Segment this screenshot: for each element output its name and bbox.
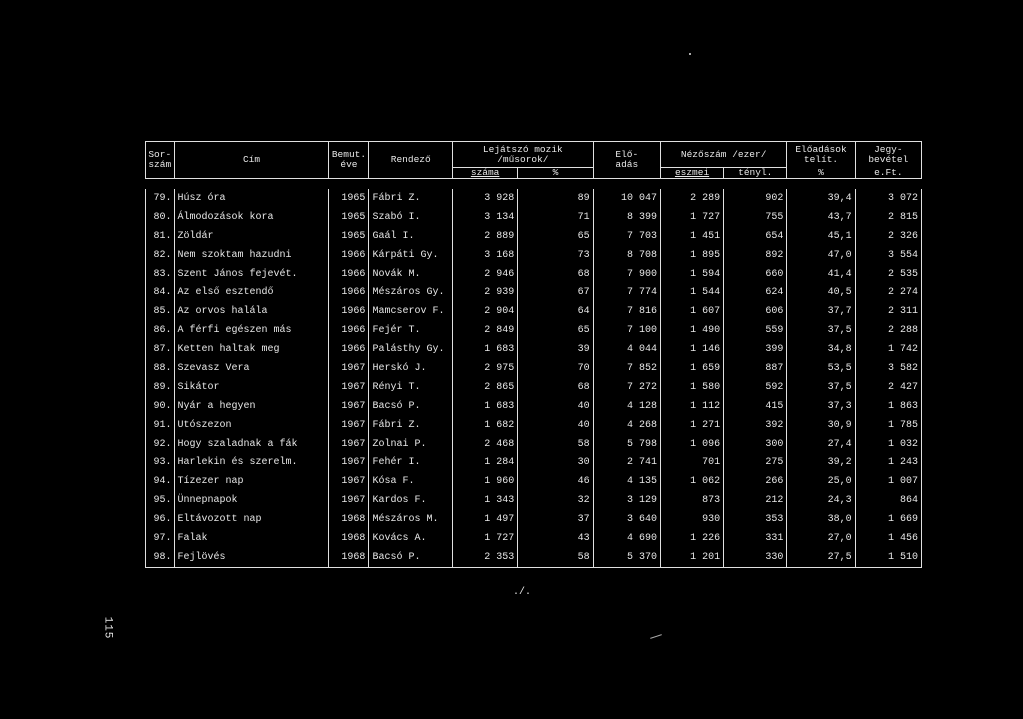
row-number-cell: 82. (146, 246, 175, 265)
screenings-cell: 7 703 (593, 227, 660, 246)
screenings-cell: 4 690 (593, 529, 660, 548)
table-row (146, 208, 922, 227)
director-cell: Herskó J. (369, 359, 453, 378)
film-title-cell: Szevasz Vera (174, 359, 329, 378)
film-title-cell: Fejlövés (174, 548, 329, 567)
viewers-actual-cell: 755 (724, 208, 787, 227)
cinemas-count-cell: 3 168 (453, 246, 518, 265)
occupancy-percent-cell: 38,0 (787, 510, 855, 529)
director-cell: Gaál I. (369, 227, 453, 246)
screenings-cell: 4 135 (593, 472, 660, 491)
film-title-cell: Utószezon (174, 416, 329, 435)
ticket-revenue-cell: 3 072 (855, 189, 921, 208)
premiere-year-cell: 1968 (329, 548, 369, 567)
row-number-cell: 79. (146, 189, 175, 208)
table-row (146, 302, 922, 321)
viewers-actual-cell: 624 (724, 283, 787, 302)
ticket-revenue-cell: 2 274 (855, 283, 921, 302)
film-title-cell: Álmodozások kora (174, 208, 329, 227)
table-row (146, 453, 922, 472)
occupancy-percent-cell: 27,5 (787, 548, 855, 567)
cinemas-percent-cell: 89 (518, 189, 593, 208)
viewers-actual-cell: 415 (724, 397, 787, 416)
premiere-year-cell: 1965 (329, 208, 369, 227)
ticket-revenue-cell: 1 510 (855, 548, 921, 567)
table-row (146, 472, 922, 491)
film-title-cell: Zöldár (174, 227, 329, 246)
ticket-revenue-cell: 1 032 (855, 435, 921, 454)
row-number-cell: 94. (146, 472, 175, 491)
screenings-cell: 5 798 (593, 435, 660, 454)
screenings-cell: 2 741 (593, 453, 660, 472)
premiere-year-cell: 1967 (329, 472, 369, 491)
cinemas-percent-cell: 70 (518, 359, 593, 378)
viewers-nominal-cell: 1 201 (660, 548, 723, 567)
viewers-nominal-cell: 1 451 (660, 227, 723, 246)
viewers-nominal-cell: 1 607 (660, 302, 723, 321)
cinemas-percent-cell: 40 (518, 416, 593, 435)
screenings-cell: 5 370 (593, 548, 660, 567)
viewers-nominal-cell: 1 490 (660, 321, 723, 340)
viewers-nominal-cell: 1 146 (660, 340, 723, 359)
cinemas-percent-cell: 37 (518, 510, 593, 529)
cinemas-count-cell: 2 946 (453, 265, 518, 284)
premiere-year-cell: 1967 (329, 416, 369, 435)
occupancy-percent-cell: 45,1 (787, 227, 855, 246)
table-row (146, 397, 922, 416)
premiere-year-cell: 1966 (329, 246, 369, 265)
film-statistics-table (145, 141, 922, 568)
row-number-cell: 86. (146, 321, 175, 340)
screenings-cell: 7 774 (593, 283, 660, 302)
cinemas-count-cell: 2 939 (453, 283, 518, 302)
ticket-revenue-cell: 2 815 (855, 208, 921, 227)
premiere-year-cell: 1967 (329, 491, 369, 510)
viewers-nominal-cell: 1 112 (660, 397, 723, 416)
viewers-actual-cell: 212 (724, 491, 787, 510)
viewers-actual-cell: 902 (724, 189, 787, 208)
cinemas-count-cell: 2 889 (453, 227, 518, 246)
ticket-revenue-cell: 1 785 (855, 416, 921, 435)
screenings-cell: 7 900 (593, 265, 660, 284)
director-cell: Bacsó P. (369, 397, 453, 416)
viewers-actual-cell: 606 (724, 302, 787, 321)
header-jegybevetel: Jegy- bevétel (855, 142, 921, 168)
film-title-cell: Az első esztendő (174, 283, 329, 302)
viewers-actual-cell: 266 (724, 472, 787, 491)
director-cell: Mészáros Gy. (369, 283, 453, 302)
ticket-revenue-cell: 2 311 (855, 302, 921, 321)
premiere-year-cell: 1967 (329, 453, 369, 472)
premiere-year-cell: 1965 (329, 189, 369, 208)
ticket-revenue-cell: 2 427 (855, 378, 921, 397)
film-title-cell: Eltávozott nap (174, 510, 329, 529)
director-cell: Fábri Z. (369, 189, 453, 208)
occupancy-percent-cell: 43,7 (787, 208, 855, 227)
occupancy-percent-cell: 24,3 (787, 491, 855, 510)
header-eloadas: Elő- adás (593, 142, 660, 179)
viewers-nominal-cell: 1 594 (660, 265, 723, 284)
cinemas-percent-cell: 58 (518, 435, 593, 454)
row-number-cell: 83. (146, 265, 175, 284)
premiere-year-cell: 1967 (329, 397, 369, 416)
continuation-mark: ./. (513, 587, 532, 598)
cinemas-percent-cell: 65 (518, 227, 593, 246)
screenings-cell: 7 272 (593, 378, 660, 397)
cinemas-count-cell: 1 497 (453, 510, 518, 529)
director-cell: Novák M. (369, 265, 453, 284)
ticket-revenue-cell: 1 669 (855, 510, 921, 529)
premiere-year-cell: 1967 (329, 435, 369, 454)
viewers-actual-cell: 399 (724, 340, 787, 359)
director-cell: Kósa F. (369, 472, 453, 491)
occupancy-percent-cell: 30,9 (787, 416, 855, 435)
row-number-cell: 93. (146, 453, 175, 472)
header-cim: Cím (174, 142, 329, 179)
viewers-nominal-cell: 1 727 (660, 208, 723, 227)
occupancy-percent-cell: 37,7 (787, 302, 855, 321)
row-number-cell: 81. (146, 227, 175, 246)
table-row (146, 246, 922, 265)
cinemas-count-cell: 2 468 (453, 435, 518, 454)
cinemas-percent-cell: 68 (518, 265, 593, 284)
cinemas-count-cell: 1 683 (453, 397, 518, 416)
director-cell: Kárpáti Gy. (369, 246, 453, 265)
film-title-cell: Szent János fejevét. (174, 265, 329, 284)
table-row (146, 321, 922, 340)
screenings-cell: 8 399 (593, 208, 660, 227)
cinemas-percent-cell: 73 (518, 246, 593, 265)
screenings-cell: 3 640 (593, 510, 660, 529)
film-title-cell: Falak (174, 529, 329, 548)
director-cell: Fábri Z. (369, 416, 453, 435)
occupancy-percent-cell: 53,5 (787, 359, 855, 378)
cinemas-percent-cell: 39 (518, 340, 593, 359)
director-cell: Bacsó P. (369, 548, 453, 567)
premiere-year-cell: 1965 (329, 227, 369, 246)
cinemas-count-cell: 2 975 (453, 359, 518, 378)
viewers-actual-cell: 392 (724, 416, 787, 435)
director-cell: Mamcserov F. (369, 302, 453, 321)
row-number-cell: 88. (146, 359, 175, 378)
cinemas-count-cell: 3 134 (453, 208, 518, 227)
director-cell: Rényi T. (369, 378, 453, 397)
ticket-revenue-cell: 1 863 (855, 397, 921, 416)
director-cell: Fehér I. (369, 453, 453, 472)
screenings-cell: 7 852 (593, 359, 660, 378)
viewers-actual-cell: 275 (724, 453, 787, 472)
cinemas-percent-cell: 67 (518, 283, 593, 302)
film-title-cell: Tízezer nap (174, 472, 329, 491)
occupancy-percent-cell: 39,2 (787, 453, 855, 472)
premiere-year-cell: 1966 (329, 283, 369, 302)
row-number-cell: 91. (146, 416, 175, 435)
table-row (146, 491, 922, 510)
row-number-cell: 97. (146, 529, 175, 548)
row-number-cell: 85. (146, 302, 175, 321)
table-row (146, 359, 922, 378)
ticket-revenue-cell: 1 243 (855, 453, 921, 472)
cinemas-percent-cell: 65 (518, 321, 593, 340)
cinemas-count-cell: 1 960 (453, 472, 518, 491)
screenings-cell: 8 708 (593, 246, 660, 265)
table-row (146, 529, 922, 548)
viewers-actual-cell: 331 (724, 529, 787, 548)
viewers-nominal-cell: 2 289 (660, 189, 723, 208)
row-number-cell: 84. (146, 283, 175, 302)
ticket-revenue-cell: 2 288 (855, 321, 921, 340)
stray-mark (650, 634, 662, 639)
premiere-year-cell: 1968 (329, 529, 369, 548)
director-cell: Szabó I. (369, 208, 453, 227)
header-rendezo: Rendező (369, 142, 453, 179)
screenings-cell: 4 128 (593, 397, 660, 416)
viewers-actual-cell: 660 (724, 265, 787, 284)
cinemas-count-cell: 2 849 (453, 321, 518, 340)
header-nezoszam: Nézőszám /ezer/ (660, 142, 786, 168)
cinemas-count-cell: 1 683 (453, 340, 518, 359)
row-number-cell: 89. (146, 378, 175, 397)
occupancy-percent-cell: 47,0 (787, 246, 855, 265)
occupancy-percent-cell: 34,8 (787, 340, 855, 359)
film-title-cell: Az orvos halála (174, 302, 329, 321)
premiere-year-cell: 1967 (329, 378, 369, 397)
cinemas-count-cell: 1 682 (453, 416, 518, 435)
row-number-cell: 87. (146, 340, 175, 359)
header-bemut: Bemut. éve (329, 142, 369, 179)
header-eloadasok-telit: Előadások telít. (787, 142, 855, 168)
cinemas-count-cell: 1 343 (453, 491, 518, 510)
premiere-year-cell: 1966 (329, 302, 369, 321)
header-lejatszo-pct: % (518, 168, 593, 179)
viewers-nominal-cell: 1 062 (660, 472, 723, 491)
cinemas-percent-cell: 71 (518, 208, 593, 227)
viewers-nominal-cell: 930 (660, 510, 723, 529)
occupancy-percent-cell: 39,4 (787, 189, 855, 208)
row-number-cell: 96. (146, 510, 175, 529)
screenings-cell: 4 044 (593, 340, 660, 359)
premiere-year-cell: 1968 (329, 510, 369, 529)
cinemas-percent-cell: 32 (518, 491, 593, 510)
viewers-nominal-cell: 701 (660, 453, 723, 472)
table-row (146, 283, 922, 302)
cinemas-count-cell: 2 353 (453, 548, 518, 567)
occupancy-percent-cell: 41,4 (787, 265, 855, 284)
table-row (146, 378, 922, 397)
film-title-cell: Nem szoktam hazudni (174, 246, 329, 265)
occupancy-percent-cell: 37,5 (787, 321, 855, 340)
viewers-actual-cell: 330 (724, 548, 787, 567)
cinemas-count-cell: 2 865 (453, 378, 518, 397)
cinemas-percent-cell: 64 (518, 302, 593, 321)
ticket-revenue-cell: 2 535 (855, 265, 921, 284)
viewers-nominal-cell: 1 895 (660, 246, 723, 265)
film-title-cell: Ünnepnapok (174, 491, 329, 510)
table-row (146, 189, 922, 208)
screenings-cell: 4 268 (593, 416, 660, 435)
header-jegybevetel-unit: e.Ft. (855, 168, 921, 179)
ticket-revenue-cell: 1 007 (855, 472, 921, 491)
viewers-actual-cell: 592 (724, 378, 787, 397)
viewers-nominal-cell: 1 271 (660, 416, 723, 435)
header-nezoszam-eszmei: eszmei (660, 168, 723, 179)
table-row (146, 548, 922, 567)
viewers-nominal-cell: 1 544 (660, 283, 723, 302)
viewers-nominal-cell: 1 580 (660, 378, 723, 397)
occupancy-percent-cell: 27,0 (787, 529, 855, 548)
header-lejatszo: Lejátszó mozik /műsorok/ (453, 142, 594, 168)
viewers-actual-cell: 887 (724, 359, 787, 378)
viewers-actual-cell: 892 (724, 246, 787, 265)
table-row (146, 435, 922, 454)
occupancy-percent-cell: 40,5 (787, 283, 855, 302)
ticket-revenue-cell: 3 582 (855, 359, 921, 378)
film-title-cell: Nyár a hegyen (174, 397, 329, 416)
occupancy-percent-cell: 37,5 (787, 378, 855, 397)
page-number: 115 (101, 616, 114, 640)
premiere-year-cell: 1966 (329, 321, 369, 340)
cinemas-percent-cell: 46 (518, 472, 593, 491)
viewers-actual-cell: 559 (724, 321, 787, 340)
film-title-cell: Húsz óra (174, 189, 329, 208)
film-title-cell: Sikátor (174, 378, 329, 397)
cinemas-percent-cell: 40 (518, 397, 593, 416)
viewers-nominal-cell: 1 226 (660, 529, 723, 548)
viewers-actual-cell: 300 (724, 435, 787, 454)
cinemas-count-cell: 1 727 (453, 529, 518, 548)
cinemas-percent-cell: 58 (518, 548, 593, 567)
director-cell: Fejér T. (369, 321, 453, 340)
row-number-cell: 92. (146, 435, 175, 454)
viewers-actual-cell: 353 (724, 510, 787, 529)
film-title-cell: A férfi egészen más (174, 321, 329, 340)
premiere-year-cell: 1966 (329, 265, 369, 284)
premiere-year-cell: 1966 (329, 340, 369, 359)
director-cell: Kovács A. (369, 529, 453, 548)
table-header (146, 142, 922, 179)
screenings-cell: 3 129 (593, 491, 660, 510)
screenings-cell: 7 816 (593, 302, 660, 321)
ticket-revenue-cell: 864 (855, 491, 921, 510)
table-row (146, 340, 922, 359)
screenings-cell: 7 100 (593, 321, 660, 340)
occupancy-percent-cell: 27,4 (787, 435, 855, 454)
cinemas-percent-cell: 68 (518, 378, 593, 397)
film-title-cell: Ketten haltak meg (174, 340, 329, 359)
table-body (146, 179, 922, 568)
screenings-cell: 10 047 (593, 189, 660, 208)
table-row (146, 227, 922, 246)
row-number-cell: 90. (146, 397, 175, 416)
viewers-nominal-cell: 873 (660, 491, 723, 510)
occupancy-percent-cell: 25,0 (787, 472, 855, 491)
film-title-cell: Hogy szaladnak a fák (174, 435, 329, 454)
viewers-nominal-cell: 1 096 (660, 435, 723, 454)
row-number-cell: 95. (146, 491, 175, 510)
header-sorszam: Sor- szám (146, 142, 175, 179)
director-cell: Zolnai P. (369, 435, 453, 454)
viewers-actual-cell: 654 (724, 227, 787, 246)
cinemas-percent-cell: 43 (518, 529, 593, 548)
speck-mark (689, 53, 691, 55)
ticket-revenue-cell: 3 554 (855, 246, 921, 265)
table-row (146, 265, 922, 284)
table-row (146, 416, 922, 435)
viewers-nominal-cell: 1 659 (660, 359, 723, 378)
cinemas-percent-cell: 30 (518, 453, 593, 472)
film-title-cell: Harlekin és szerelm. (174, 453, 329, 472)
director-cell: Palásthy Gy. (369, 340, 453, 359)
ticket-revenue-cell: 2 326 (855, 227, 921, 246)
director-cell: Kardos F. (369, 491, 453, 510)
header-nezoszam-tenyl: tényl. (724, 168, 787, 179)
ticket-revenue-cell: 1 456 (855, 529, 921, 548)
header-lejatszo-szama: száma (453, 168, 518, 179)
header-eloadasok-pct: % (787, 168, 855, 179)
ticket-revenue-cell: 1 742 (855, 340, 921, 359)
premiere-year-cell: 1967 (329, 359, 369, 378)
table-row (146, 510, 922, 529)
cinemas-count-cell: 1 284 (453, 453, 518, 472)
occupancy-percent-cell: 37,3 (787, 397, 855, 416)
row-number-cell: 98. (146, 548, 175, 567)
row-number-cell: 80. (146, 208, 175, 227)
cinemas-count-cell: 3 928 (453, 189, 518, 208)
director-cell: Mészáros M. (369, 510, 453, 529)
cinemas-count-cell: 2 904 (453, 302, 518, 321)
